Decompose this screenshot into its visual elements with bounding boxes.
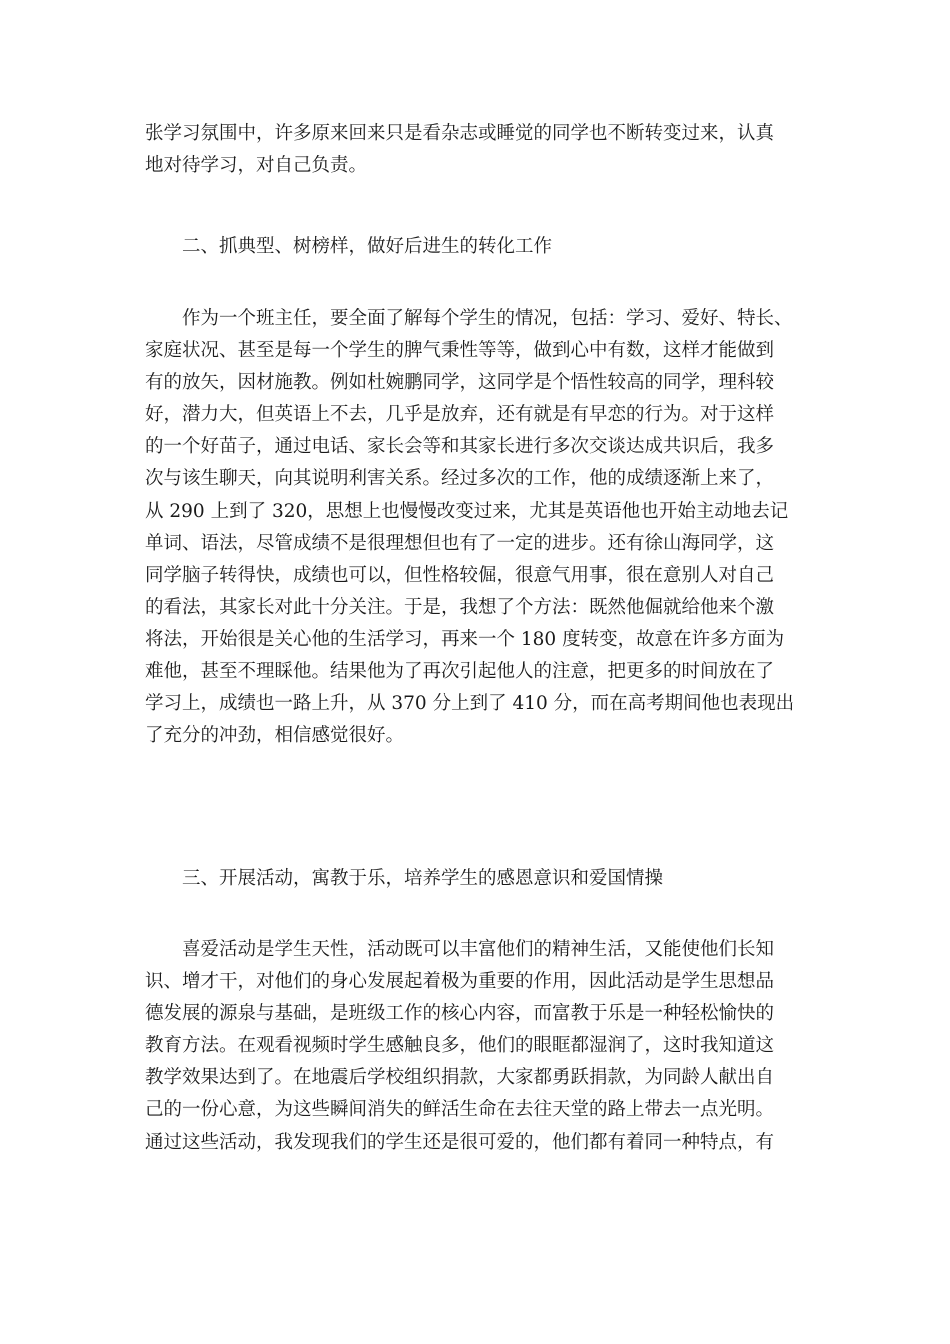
paragraph-line: 从 290 上到了 320，思想上也慢慢改变过来，尤其是英语他也开始主动地去记 — [145, 500, 789, 522]
paragraph-line: 的看法，其家长对此十分关注。于是，我想了个方法：既然他倔就给他来个激 — [145, 596, 775, 618]
paragraph-line: 家庭状况、甚至是每一个学生的脾气秉性等等，做到心中有数，这样才能做到 — [145, 340, 775, 362]
paragraph-line: 将法，开始很是关心他的生活学习，再来一个 180 度转变，故意在许多方面为 — [145, 628, 785, 650]
paragraph-line: 好，潜力大，但英语上不去，几乎是放弃，还有就是有早恋的行为。对于这样 — [145, 404, 775, 426]
paragraph-line: 识、增才干，对他们的身心发展起着极为重要的作用，因此活动是学生思想品 — [145, 971, 775, 993]
paragraph-line: 难他，甚至不理睬他。结果他为了再次引起他人的注意，把更多的时间放在了 — [145, 661, 775, 683]
section-heading-2: 二、抓典型、树榜样，做好后进生的转化工作 — [182, 236, 553, 257]
paragraph-line: 教育方法。在观看视频时学生感触良多，他们的眼眶都湿润了，这时我知道这 — [145, 1035, 775, 1057]
paragraph-2 — [145, 303, 815, 752]
paragraph-line: 德发展的源泉与基础，是班级工作的核心内容，而富教于乐是一种轻松愉快的 — [145, 1003, 775, 1025]
paragraph-line: 有的放矢，因材施教。例如杜婉鹏同学，这同学是个悟性较高的同学，理科较 — [145, 372, 775, 394]
paragraph-line: 作为一个班主任，要全面了解每个学生的情况，包括：学习、爱好、特长、 — [182, 308, 793, 329]
section-heading-3: 三、开展活动，寓教于乐，培养学生的感恩意识和爱国情操 — [182, 868, 664, 889]
paragraph-line: 了充分的冲劲，相信感觉很好。 — [145, 725, 405, 747]
paragraph-line: 教学效果达到了。在地震后学校组织捐款，大家都勇跃捐款，为同龄人献出自 — [145, 1067, 775, 1089]
paragraph-line: 通过这些活动，我发现我们的学生还是很可爱的，他们都有着同一种特点，有 — [145, 1131, 775, 1153]
paragraph-line: 喜爱活动是学生天性，活动既可以丰富他们的精神生活，又能使他们长知 — [182, 939, 775, 960]
paragraph-line: 单词、语法，尽管成绩不是很理想但也有了一定的进步。还有徐山海同学，这 — [145, 532, 775, 554]
paragraph-line: 张学习氛围中，许多原来回来只是看杂志或睡觉的同学也不断转变过来，认真 — [145, 123, 775, 144]
paragraph-line: 同学脑子转得快，成绩也可以，但性格较倔，很意气用事，很在意别人对自己 — [145, 564, 775, 586]
paragraph-line: 的一个好苗子，通过电话、家长会等和其家长进行多次交谈达成共识后，我多 — [145, 436, 775, 458]
paragraph-3 — [145, 934, 815, 1159]
paragraph-1 — [145, 118, 815, 182]
paragraph-line: 学习上，成绩也一路上升，从 370 分上到了 410 分，而在高考期间他也表现出 — [145, 693, 795, 715]
paragraph-line: 己的一份心意，为这些瞬间消失的鲜活生命在去往天堂的路上带去一点光明。 — [145, 1099, 775, 1121]
paragraph-line: 地对待学习，对自己负责。 — [145, 155, 368, 177]
paragraph-line: 次与该生聊天，向其说明利害关系。经过多次的工作，他的成绩逐渐上来了， — [145, 468, 775, 490]
